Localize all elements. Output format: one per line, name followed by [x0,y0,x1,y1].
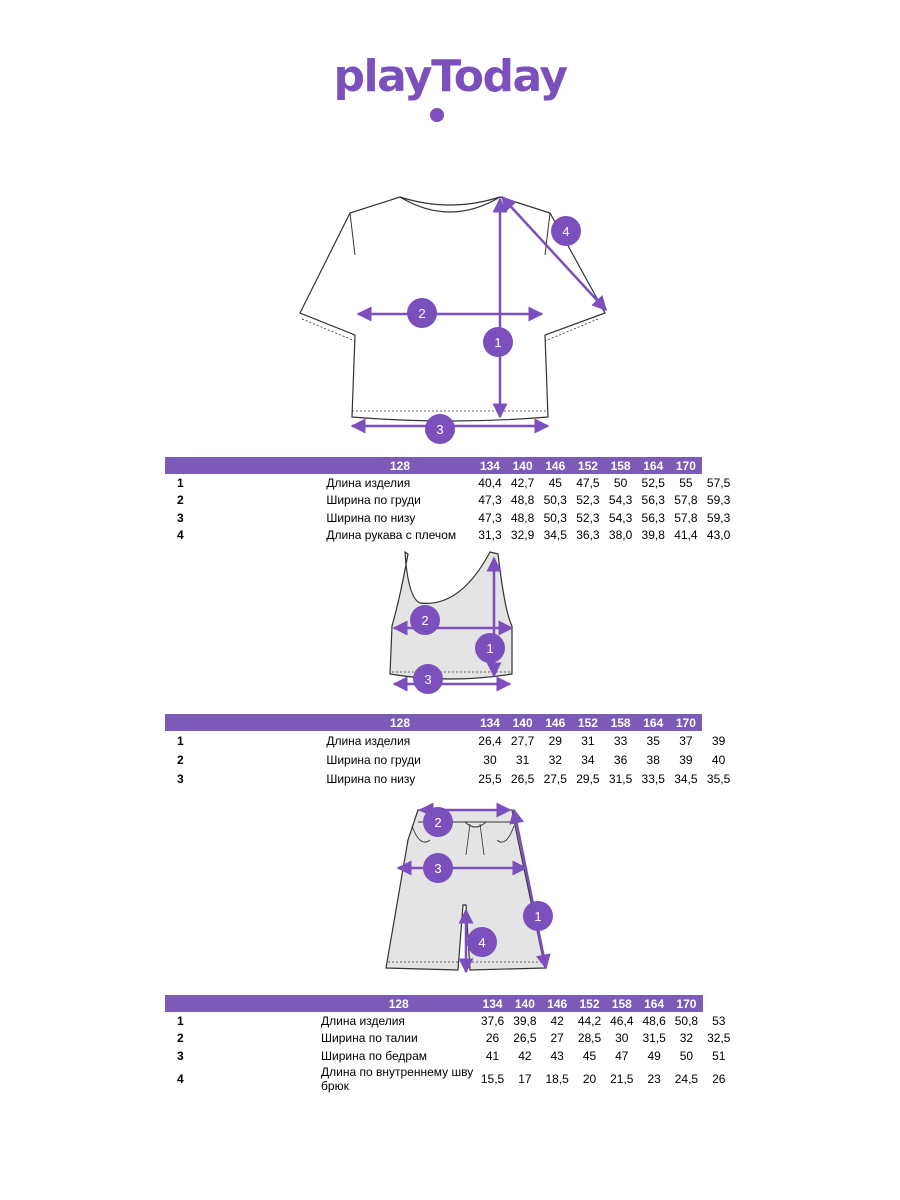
size-col: 134 [474,457,507,474]
size-col: 152 [572,457,605,474]
tshirt-marker-3 [425,414,455,444]
top-marker-2 [410,605,440,635]
svg-text:3: 3 [434,861,442,876]
top-svg [0,548,900,698]
size-col: 170 [670,995,702,1012]
shorts-drawing [0,800,900,985]
size-col: 146 [539,457,572,474]
table-row: 3 Ширина по низу 47,3 48,8 50,3 52,3 54,3 56,3 57,8 59,3 [177,510,731,525]
svg-text:2: 2 [421,613,429,628]
size-col: 170 [670,714,703,731]
size-col: 170 [670,457,703,474]
brand-logo [325,50,575,130]
size-col: 158 [606,995,638,1012]
size-table-top [165,714,735,788]
tshirt-drawing [0,185,900,445]
size-col: 164 [637,714,670,731]
table-row: 4 Длина по внутреннему шву брюк 15,5 17 18,5 20 21,5 23 24,5 26 [177,1064,726,1093]
table-row: 3 Ширина по бедрам 41 42 43 45 47 49 50 51 [177,1048,726,1063]
shorts-marker-2 [423,807,453,837]
svg-text:3: 3 [436,422,444,437]
size-col: 158 [604,714,637,731]
svg-text:4: 4 [478,935,486,950]
brand-logo-dot [430,108,444,122]
svg-text:1: 1 [494,335,502,350]
top-marker-3 [413,664,443,694]
table-row: 4 Длина рукава с плечом 31,3 32,9 34,5 36,3 38,0 39,8 41,4 43,0 [177,528,731,543]
size-table-header [165,995,735,1012]
size-col: 164 [638,995,670,1012]
svg-text:3: 3 [424,672,432,687]
svg-text:4: 4 [562,224,570,239]
size-col: 152 [572,714,605,731]
shorts-svg [0,800,900,985]
size-col: 146 [539,714,572,731]
table-row: 1 Длина изделия 40,4 42,7 45 47,5 50 52,5 55 57,5 [177,475,731,490]
size-col: 164 [637,457,670,474]
svg-text:2: 2 [434,815,442,830]
size-table-header [165,714,735,731]
table-row: 2 Ширина по груди 47,3 48,8 50,3 52,3 54,3 56,3 57,8 59,3 [177,493,731,508]
size-col: 128 [321,995,476,1012]
size-col: 128 [326,457,473,474]
tshirt-marker-1 [483,327,513,357]
shorts-marker-1 [523,901,553,931]
svg-text:2: 2 [418,306,426,321]
svg-text:1: 1 [486,641,494,656]
shorts-marker-4 [467,927,497,957]
size-col: 128 [326,714,473,731]
size-col: 140 [509,995,541,1012]
size-table-header [165,457,735,474]
brand-logo-text: playToday [333,51,567,102]
tshirt-marker-2 [407,298,437,328]
size-col: 134 [474,714,507,731]
size-col: 146 [541,995,573,1012]
size-col: 140 [506,457,539,474]
table-row: 2 Ширина по талии 26 26,5 27 28,5 30 31,5 32 32,5 [177,1031,731,1046]
tshirt-svg [0,185,900,445]
size-col: 134 [476,995,508,1012]
svg-text:1: 1 [534,909,542,924]
size-col: 152 [573,995,605,1012]
size-table-shorts [165,995,735,1093]
size-table-tshirt [165,457,735,544]
size-col: 140 [506,714,539,731]
top-drawing [0,548,900,698]
tshirt-marker-4 [551,216,581,246]
table-row: 1 Длина изделия 37,6 39,8 42 44,2 46,4 48,6 50,8 53 [177,1013,726,1028]
size-col: 158 [604,457,637,474]
shorts-marker-3 [423,853,453,883]
table-row: 1 Длина изделия 26,4 27,7 29 31 33 35 37 39 [177,733,726,748]
table-row: 2 Ширина по груди 30 31 32 34 36 38 39 40 [177,752,726,767]
table-row: 3 Ширина по низу 25,5 26,5 27,5 29,5 31,5 33,5 34,5 35,5 [177,771,731,786]
top-marker-1 [475,633,505,663]
